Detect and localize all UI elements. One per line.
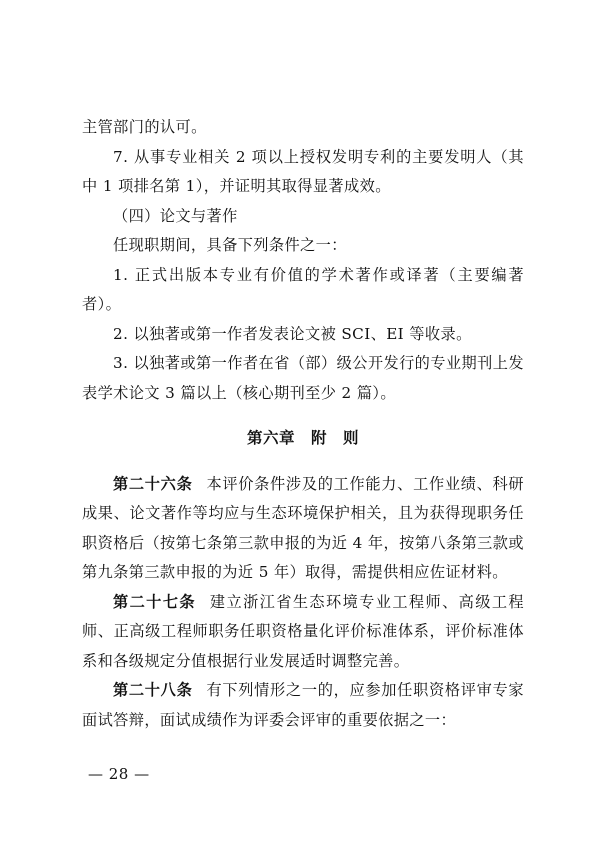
article-text: 本评价条件涉及的工作能力、工作业绩、科研成果、论文著作等均应与生态环境保护相关，且为获得现职务任职资格后（按第七条第三款申报的为近 4 年，按第八条第三款或第九条第三款申报的为近 5 年）取得，需提供相应佐证材料。: [82, 474, 525, 581]
article-text: 有下列情形之一的，应参加任职资格评审专家面试答辩，面试成绩作为评委会评审的重要依据之一：: [82, 681, 525, 729]
chapter-title: 附 则: [311, 429, 360, 447]
chapter-heading: [82, 424, 524, 454]
page-content: [82, 113, 524, 735]
continuation-text: 主管部门的认可。: [82, 118, 207, 136]
section-heading: （四）论文与著作: [113, 206, 238, 225]
article-28: [82, 676, 524, 735]
chapter-number: 第六章: [246, 429, 295, 447]
article-27: [82, 588, 524, 677]
list-item: 2. 以独著或第一作者发表论文被 SCI、EI 等收录。: [113, 324, 472, 343]
page-number: — 28 —: [88, 765, 150, 783]
article-label: 第二十七条: [113, 592, 196, 611]
list-item: 3. 以独著或第一作者在省（部）级公开发行的专业期刊上发表学术论文 3 篇以上（核心期刊至少 2 篇）。: [82, 354, 524, 402]
section-intro: 任现职期间，具备下列条件之一：: [113, 236, 347, 254]
article-26: [82, 470, 524, 588]
item-7: 7. 从事专业相关 2 项以上授权发明专利的主要发明人（其中 1 项排名第 1），并证明其取得显著成效。: [82, 147, 524, 195]
list-item: 1. 正式出版本专业有价值的学术著作或译著（主要编著者）。: [82, 265, 524, 313]
article-label: 第二十六条: [113, 474, 193, 493]
article-label: 第二十八条: [113, 681, 193, 699]
article-text: 建立浙江省生态环境专业工程师、高级工程师、正高级工程师职务任职资格量化评价标准体系，评价标准体系和各级规定分值根据行业发展适时调整完善。: [82, 592, 524, 670]
